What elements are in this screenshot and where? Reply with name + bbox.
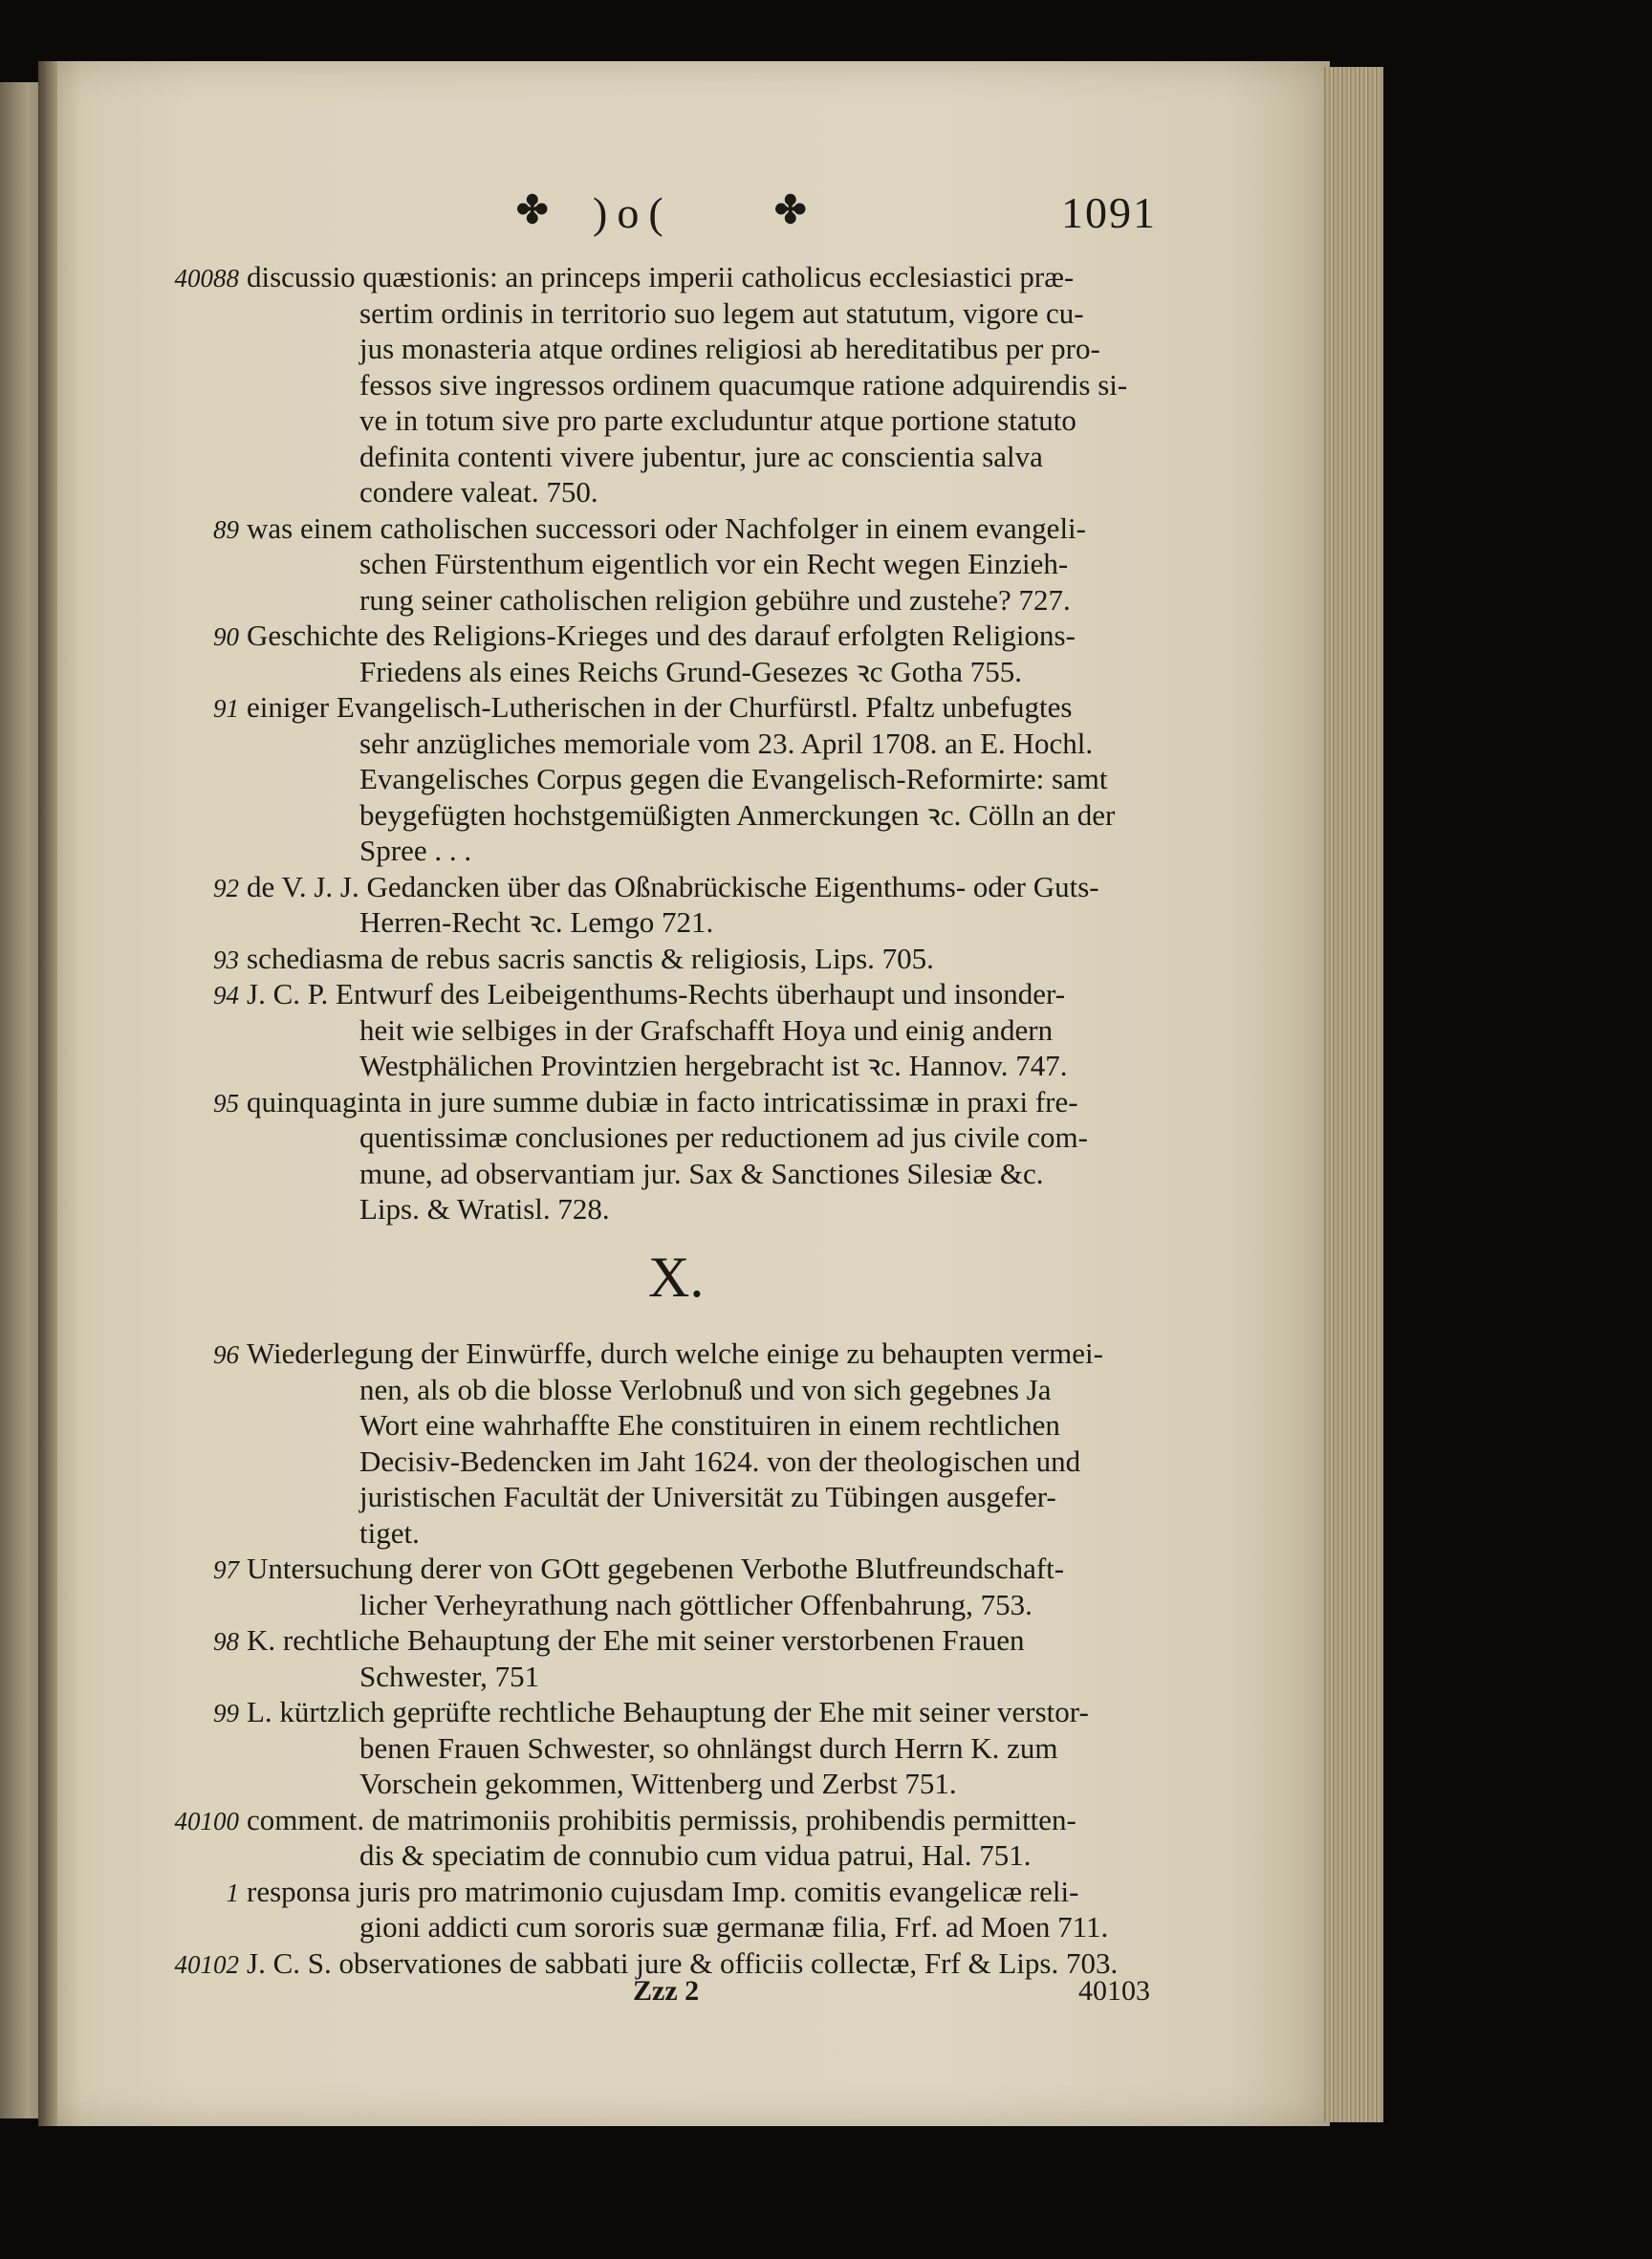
entry-line: definita contenti vivere jubentur, jure ac conscientia salva (359, 439, 1043, 473)
entry-line: schen Fürstenthum eigentlich vor ein Recht wegen Einzieh- (359, 547, 1069, 580)
entry-number: 98 (213, 1627, 239, 1656)
entry-line: sertim ordinis in territorio suo legem aut statutum, vigore cu- (359, 295, 1084, 330)
entry-line: Schwester, 751 (359, 1659, 540, 1693)
entry-number: 93 (213, 945, 239, 974)
entry-line: Spree . . . (359, 834, 472, 867)
entry-line: dis & speciatim de connubio cum vidua patrui, Hal. 751. (359, 1838, 1032, 1872)
entry-line: jus monasteria atque ordines religiosi ab hereditatibus per pro- (359, 332, 1100, 365)
entry-line: J. C. S. observationes de sabbati jure & officiis collectæ, Frf & Lips. 703. (247, 1945, 1119, 1980)
entry-line: Lips. & Wratisl. 728. (359, 1192, 610, 1226)
entry-number: 40102 (174, 1949, 239, 1979)
entry-line: quinquaginta in jure summe dubiæ in facto intricatissimæ in praxi fre- (247, 1084, 1078, 1119)
catchword: 40103 (1078, 1975, 1150, 2007)
entry-line: comment. de matrimoniis prohibitis permissis, prohibendis permitten- (247, 1802, 1076, 1836)
entry-line: rung seiner catholischen religion gebühre und zustehe? 727. (359, 582, 1071, 617)
header-ornament-text: )o( (593, 188, 673, 237)
entry-number: 96 (213, 1340, 239, 1369)
entry-line: Untersuchung derer von GOtt gegebenen Verbothe Blutfreundschaft- (247, 1552, 1065, 1585)
entry-line: Herren-Recht ꝛc. Lemgo 721. (359, 905, 714, 939)
entry-line: benen Frauen Schwester, so ohnlängst durch Herrn K. zum (359, 1730, 1058, 1765)
fleuron-left-icon: ✤ (516, 188, 549, 231)
entry-line: Geschichte des Religions-Krieges und des darauf erfolgten Religions- (247, 619, 1076, 652)
entry-line: sehr anzügliches memoriale vom 23. April 1708. an E. Hochl. (359, 726, 1094, 760)
entry-number: 99 (213, 1699, 239, 1727)
entry-line: condere valeat. 750. (359, 475, 598, 509)
entry-line: Evangelisches Corpus gegen die Evangelisch-Reformirte: samt (359, 762, 1108, 795)
entry-number: 92 (213, 873, 239, 902)
entry-line: tiget. (359, 1515, 420, 1550)
entry-line: was einem catholischen successori oder Nachfolger in einem evangeli- (247, 510, 1086, 545)
entry-line: juristischen Facultät der Universität zu Tübingen ausgefer- (359, 1480, 1056, 1513)
entry-line: beygefügten hochstgemüßigten Anmerckungen ꝛc. Cölln an der (359, 797, 1116, 832)
entry-number: 90 (213, 622, 239, 651)
entry-line: licher Verheyrathung nach göttlicher Offenbahrung, 753. (359, 1587, 1032, 1621)
entry-line: mune, ad observantiam jur. Sax & Sanctiones Silesiæ &c. (359, 1156, 1044, 1190)
entry-number: 89 (213, 514, 239, 544)
entry-line: Westphälichen Provintzien hergebracht ist ꝛc. Hannov. 747. (359, 1049, 1068, 1082)
entry-line: heit wie selbiges in der Grafschafft Hoya und einig andern (359, 1012, 1054, 1047)
entry-line: ve in totum sive pro parte excluduntur atque portione statuto (359, 403, 1076, 437)
entry-line: Wiederlegung der Einwürffe, durch welche einige zu behaupten vermei- (247, 1336, 1103, 1370)
section-heading: X. (648, 1246, 705, 1309)
entry-line: nen, als ob die blosse Verlobnuß und von sich gegebnes Ja (359, 1372, 1052, 1406)
entry-line: J. C. P. Entwurf des Leibeigenthums-Rechts überhaupt und insonder- (247, 977, 1066, 1010)
entry-number: 40088 (174, 264, 239, 293)
signature-mark: Zzz 2 (633, 1975, 700, 2007)
entry-line: quentissimæ conclusiones per reductionem ad jus civile com- (359, 1120, 1088, 1154)
fleuron-right-icon: ✤ (774, 188, 807, 231)
entry-line: Decisiv-Bedencken im Jaht 1624. von der theologischen und (359, 1444, 1081, 1478)
entry-number: 94 (213, 981, 239, 1010)
entry-number: 95 (213, 1088, 239, 1118)
page-edges (1324, 67, 1383, 2122)
running-header (516, 187, 1185, 245)
entry-line: Friedens als eines Reichs Grund-Gesezes ꝛc Gotha 755. (359, 654, 1023, 688)
entry-line: K. rechtliche Behauptung der Ehe mit seiner verstorbenen Frauen (247, 1623, 1025, 1657)
entry-line: Wort eine wahrhaffte Ehe constituiren in einem rechtlichen (359, 1408, 1060, 1442)
entry-number: 91 (213, 694, 239, 723)
entry-number: 40100 (174, 1806, 239, 1835)
entry-line: fessos sive ingressos ordinem quacumque ratione adquirendis si- (359, 367, 1128, 402)
entry-line: de V. J. J. Gedancken über das Oßnabrückische Eigenthums- oder Guts- (247, 869, 1099, 903)
entry-number: 97 (213, 1555, 239, 1584)
entry-line: einiger Evangelisch-Lutherischen in der Churfürstl. Pfaltz unbefugtes (247, 690, 1073, 724)
entry-line: schediasma de rebus sacris sanctis & religiosis, Lips. 705. (247, 941, 934, 975)
page-gutter (38, 61, 57, 2126)
entry-number: 1 (226, 1878, 239, 1907)
entry-line: discussio quæstionis: an princeps imperii catholicus ecclesiastici præ- (247, 260, 1075, 293)
entry-line: responsa juris pro matrimonio cujusdam Imp. comitis evangelicæ reli- (247, 1874, 1079, 1908)
entry-line: gioni addicti cum sororis suæ germanæ filia, Frf. ad Moen 711. (359, 1910, 1109, 1944)
entry-line: L. kürtzlich geprüfte rechtliche Behauptung der Ehe mit seiner verstor- (247, 1695, 1089, 1728)
page-number: 1091 (1061, 188, 1157, 237)
entry-line: Vorschein gekommen, Wittenberg und Zerbst 751. (359, 1767, 957, 1800)
